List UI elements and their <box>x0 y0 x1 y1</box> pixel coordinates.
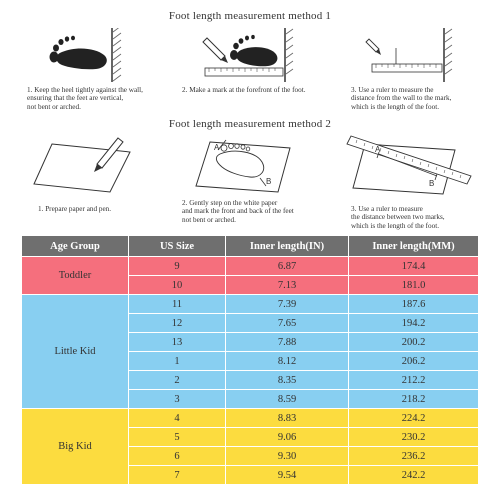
us-size-cell: 11 <box>129 295 226 314</box>
ruler-icon <box>372 64 442 72</box>
us-size-cell: 4 <box>129 409 226 428</box>
us-size-cell: 12 <box>129 314 226 333</box>
us-size-cell: 6 <box>129 447 226 466</box>
pencil-mark-illustration <box>197 28 297 84</box>
method2-step3-line1: 3. Use a ruler to measure <box>351 205 423 213</box>
method1-step1-line2: ensuring that the feet are vertical, <box>27 94 124 103</box>
table-body <box>22 257 479 485</box>
us-size-cell: 2 <box>129 371 226 390</box>
inner-length-in-cell: 9.06 <box>226 428 349 447</box>
wall-icon <box>112 28 121 82</box>
inner-length-mm-cell: 236.2 <box>349 447 479 466</box>
method1-title: Foot length measurement method 1 <box>168 10 332 22</box>
size-chart-table <box>21 235 479 485</box>
us-size-cell: 10 <box>129 276 226 295</box>
us-size-cell: 9 <box>129 257 226 276</box>
table-row <box>22 409 479 428</box>
ruler-icon <box>205 68 283 76</box>
ruler-wall-illustration <box>362 28 462 84</box>
header-age-group: Age Group <box>22 236 129 257</box>
method2-step2-text <box>182 199 347 224</box>
method2-step1-text <box>38 205 178 213</box>
age-group-cell: Toddler <box>22 257 129 295</box>
age-group-cell: Big Kid <box>22 409 129 485</box>
method2-step3-text <box>351 205 496 230</box>
inner-length-in-cell: 9.54 <box>226 466 349 485</box>
wall-icon <box>285 28 293 82</box>
inner-length-mm-cell: 212.2 <box>349 371 479 390</box>
inner-length-mm-cell: 242.2 <box>349 466 479 485</box>
method2-step2-line2: and mark the front and back of the feet <box>182 207 294 216</box>
inner-length-in-cell: 7.39 <box>226 295 349 314</box>
marker-a-label: A <box>375 145 381 154</box>
inner-length-mm-cell: 194.2 <box>349 314 479 333</box>
marker-b-label: B <box>266 177 272 186</box>
paper-pen-illustration <box>30 134 140 198</box>
method1-step2-line1: 2. Make a mark at the forefront of the foot. <box>182 86 306 94</box>
method1-step2-text <box>182 86 342 94</box>
method1-step1-line3: not bent or arched. <box>27 102 81 111</box>
method2-title: Foot length measurement method 2 <box>168 118 332 130</box>
method1-step3-text <box>351 86 491 111</box>
age-group-cell: Little Kid <box>22 295 129 409</box>
pencil-icon <box>203 38 228 63</box>
method1-step1-text <box>27 86 177 111</box>
inner-length-in-cell: 6.87 <box>226 257 349 276</box>
us-size-cell: 3 <box>129 390 226 409</box>
inner-length-mm-cell: 218.2 <box>349 390 479 409</box>
method2-step3-line3: which is the length of the foot. <box>351 221 440 230</box>
inner-length-mm-cell: 174.4 <box>349 257 479 276</box>
header-inner-length-in: Inner length(IN) <box>226 236 349 257</box>
method2-step1-line1: 1. Prepare paper and pen. <box>38 205 112 213</box>
marker-a-label: A <box>214 143 220 152</box>
method1-step3-line2: distance from the wall to the mark, <box>351 94 452 103</box>
foot-outline-paper-illustration <box>190 134 300 198</box>
inner-length-mm-cell: 200.2 <box>349 333 479 352</box>
inner-length-in-cell: 8.35 <box>226 371 349 390</box>
table-row <box>22 295 479 314</box>
inner-length-in-cell: 7.13 <box>226 276 349 295</box>
inner-length-mm-cell: 181.0 <box>349 276 479 295</box>
ruler-measure-illustration <box>345 134 475 198</box>
method1-step3-line1: 3. Use a ruler to measure the <box>351 86 434 94</box>
inner-length-in-cell: 9.30 <box>226 447 349 466</box>
method2-step3-line2: the distance between two marks, <box>351 213 445 222</box>
inner-length-in-cell: 7.88 <box>226 333 349 352</box>
footprint-icon <box>230 35 277 66</box>
us-size-cell: 7 <box>129 466 226 485</box>
inner-length-in-cell: 7.65 <box>226 314 349 333</box>
header-inner-length-mm: Inner length(MM) <box>349 236 479 257</box>
pencil-icon <box>366 39 381 55</box>
footprint-icon <box>50 36 107 70</box>
method1-step3-line3: which is the length of the foot. <box>351 102 440 111</box>
inner-length-in-cell: 8.12 <box>226 352 349 371</box>
table-header-row <box>22 236 479 257</box>
inner-length-mm-cell: 224.2 <box>349 409 479 428</box>
inner-length-in-cell: 8.83 <box>226 409 349 428</box>
marker-b-label: B <box>429 179 435 188</box>
inner-length-mm-cell: 206.2 <box>349 352 479 371</box>
us-size-cell: 13 <box>129 333 226 352</box>
wall-icon <box>444 28 452 82</box>
table-row <box>22 257 479 276</box>
inner-length-mm-cell: 230.2 <box>349 428 479 447</box>
us-size-cell: 1 <box>129 352 226 371</box>
inner-length-in-cell: 8.59 <box>226 390 349 409</box>
header-us-size: US Size <box>129 236 226 257</box>
inner-length-mm-cell: 187.6 <box>349 295 479 314</box>
method1-step1-line1: 1. Keep the heel tightly against the wall, <box>27 86 143 94</box>
footprint-wall-illustration <box>40 28 130 84</box>
us-size-cell: 5 <box>129 428 226 447</box>
method2-step2-line3: not bent or arched. <box>182 215 236 224</box>
method2-step2-line1: 2. Gently step on the white paper <box>182 199 278 207</box>
